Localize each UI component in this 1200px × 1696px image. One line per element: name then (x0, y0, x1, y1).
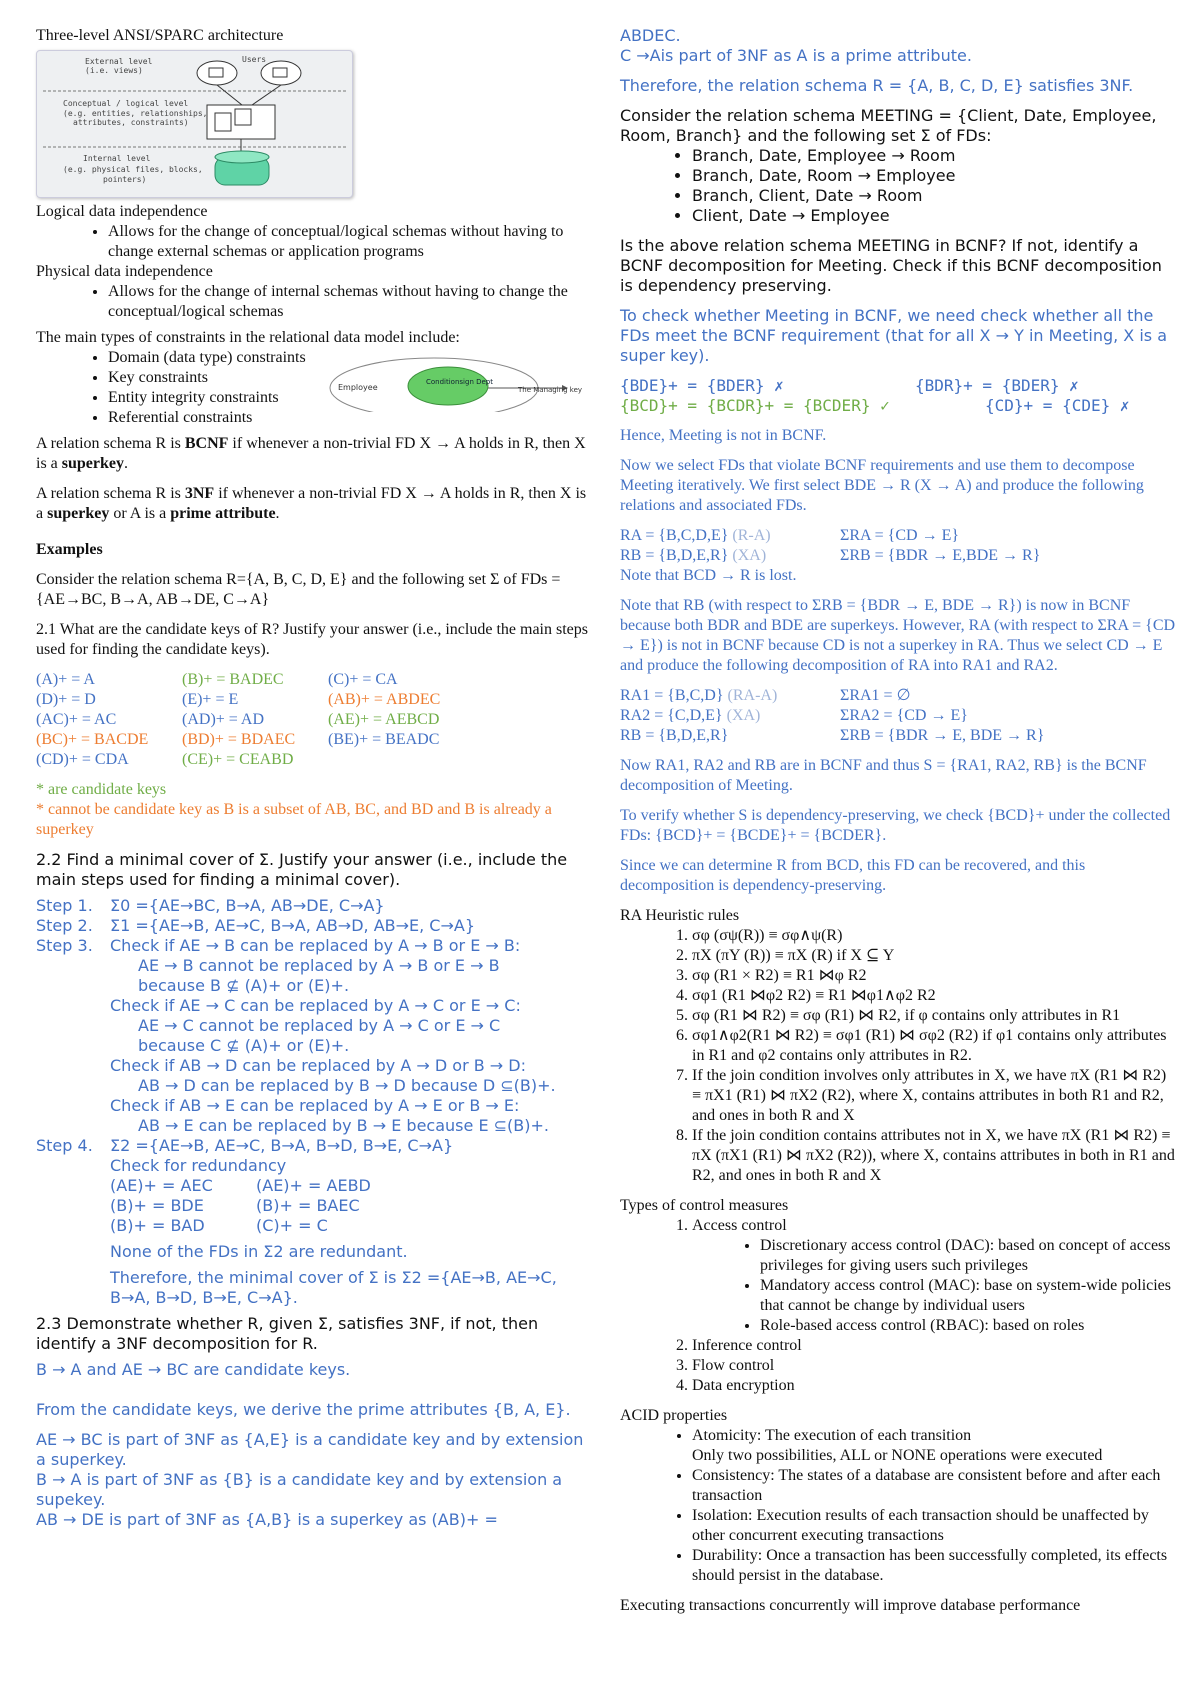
relation-text: RA = {B,C,D,E} (620, 527, 729, 544)
list-item: 1. σφ (σψ(R)) ≡ σφ∧ψ(R) (692, 926, 1176, 946)
list-item: • Isolation: Execution results of each transaction should be unaffected by other concurrent executing transactions (692, 1506, 1176, 1546)
executing-text: Executing transactions concurrently will improve database performance (620, 1597, 1081, 1614)
ra-heuristic-title: RA Heuristic rules (620, 907, 740, 924)
step-line: because C ⊈ (A)+ or (E)+. (138, 1036, 350, 1055)
closure-cell: (BC)+ = BACDE (36, 731, 149, 748)
hence-not-bcnf: Hence, Meeting is not in BCNF. (620, 427, 827, 444)
bold-text: 3NF (184, 485, 215, 502)
note-lost: Note that BCD → R is lost. (620, 567, 797, 584)
closure-cell: (AD)+ = AD (182, 711, 265, 728)
is-bcnf-question: Is the above relation schema MEETING in BCNF? If not, identify a BCNF decomposition for Meeting. Check if this BCNF decomposition is dependency preserving. (620, 236, 1162, 295)
question-2-3: 2.3 Demonstrate whether R, given Σ, satisfies 3NF, if not, then identify a 3NF decomposition for R. (36, 1314, 539, 1353)
relation-tag: (R-A) (732, 527, 771, 544)
list-item: • Referential constraints (108, 408, 588, 428)
step-line: AB → E can be replaced by B → E because E ⊆(B)+. (138, 1116, 549, 1135)
bold-text: superkey (61, 455, 125, 472)
list-item: • Branch, Client, Date → Room (692, 186, 1176, 206)
text: or A is a (109, 505, 171, 522)
closure-cell: (C)+ = CA (328, 671, 398, 688)
closure-cell (328, 750, 488, 770)
access-control-sublist (692, 1236, 1176, 1336)
bold-text: BCNF (184, 435, 229, 452)
redundancy-title: Check for redundancy (110, 1156, 287, 1175)
step3-details (36, 956, 588, 1136)
step-line: Check if AB → D can be replaced by A → D or B → D: (110, 1056, 527, 1075)
bcnf-closures (620, 376, 1176, 416)
closure-cell: (AE)+ = AEC (110, 1176, 213, 1195)
fd-set: ΣRA1 = ∅ (840, 687, 911, 704)
dg-internal-level: Internal level (83, 154, 151, 163)
list-item-text: Access control (692, 1217, 787, 1234)
step-text: Check if AE → B can be replaced by A → B or E → B: (110, 936, 521, 955)
closure-cell: (B)+ = BADEC (182, 671, 284, 688)
list-item: 8. If the join condition contains attributes not in X, we have πX (R1 ⋈ R2) ≡ πX (πX1 (R1) ⋈ πX2 (R2)), where X, contains attributes in both in R1 and R2, and ones in both R and X (692, 1126, 1176, 1186)
dg-internal-sub2: pointers) (103, 175, 147, 184)
examples-heading: Examples (36, 541, 103, 558)
constraints-intro: The main types of constraints in the relational data model include: (36, 329, 460, 346)
list-item: 7. If the join condition involves only attributes in X, we have πX (R1 ⋈ R2) ≡ πX1 (R1) ⋈ πX2 (R2), where X, contains attributes in both R1 and R2, and ones in both R and X (692, 1066, 1176, 1126)
decomp-row (620, 526, 1176, 546)
right-column (620, 26, 1176, 1616)
list-item: • Branch, Date, Employee → Room (692, 146, 1176, 166)
text: if whenever a non-trivial FD X → A holds in R, then X is a (36, 485, 587, 522)
now-select-text: Now we select FDs that violate BCNF requirements and use them to decompose Meeting iteratively. We first select BDE → R (X → A) and produce the following relations and associated FDs. (620, 457, 1144, 514)
closure-cell: (B)+ = BAD (110, 1216, 205, 1235)
none-redundant: None of the FDs in Σ2 are redundant. (110, 1242, 408, 1261)
b-a-line: B → A is part of 3NF as {B} is a candidate key and by extension a supekey. (36, 1470, 563, 1509)
er-diagram (326, 348, 596, 412)
step-line: because B ⊈ (A)+ or (E)+. (138, 976, 350, 995)
consider-text: Consider the relation schema R={A, B, C, D, E} and the following set Σ of FDs = {AE→BC, B→A, AB→DE, C→A} (36, 571, 561, 608)
note-not-candidate: * cannot be candidate key as B is a subset of AB, BC, and BD and B is already a superkey (36, 801, 552, 838)
candidate-keys-line: B → A and AE → BC are candidate keys. (36, 1360, 351, 1379)
text: . (124, 455, 129, 472)
text: A relation schema R is (36, 485, 185, 502)
text: A relation schema R is (36, 435, 185, 452)
bold-text: prime attribute (170, 505, 276, 522)
list-item: 6. σφ1∧φ2(R1 ⋈ R2) ≡ σφ1 (R1) ⋈ σφ2 (R2) if φ1 contains only attributes in R1 and φ2 contains only attributes in R2. (692, 1026, 1176, 1066)
meeting-intro: Consider the relation schema MEETING = {Client, Date, Employee, Room, Branch} and the following set Σ of FDs: (620, 106, 1157, 145)
step-label: Step 2. (36, 916, 93, 935)
list-item: • Consistency: The states of a database are consistent before and after each transaction (692, 1466, 1176, 1506)
since-text: Since we can determine R from BCD, this FD can be recovered, and this decomposition is dependency-preserving. (620, 857, 1086, 894)
list-item: • Mandatory access control (MAC): base on system-wide policies that cannot be change by individual users (760, 1276, 1176, 1316)
relation-tag: (XA) (732, 547, 767, 564)
text: if whenever a non-trivial FD X → A holds in R, then X is a (36, 435, 586, 472)
closure-cell: (CE)+ = CEABD (182, 751, 294, 768)
dg-conceptual-sub1: (e.g. entities, relationships, (63, 109, 208, 118)
closure-cell: (A)+ = A (36, 671, 95, 688)
step-line: Check if AB → E can be replaced by A → E or B → E: (110, 1096, 520, 1115)
list-item: • Discretionary access control (DAC): based on concept of access privileges for giving users such privileges (760, 1236, 1176, 1276)
list-item: • Durability: Once a transaction has been successfully completed, its effects should persist in the database. (692, 1546, 1176, 1586)
decomposition-1 (620, 526, 1176, 586)
closure-cell: {BDE}+ = {BDER} ✗ (620, 376, 784, 395)
step-text: Σ2 ={AE→B, AE→C, B→A, B→D, B→E, C→A} (110, 1136, 454, 1155)
list-item: • Entity integrity constraints (108, 388, 588, 408)
dg-conceptual-level: Conceptual / logical level (63, 99, 189, 108)
erd-left-label: Employee (338, 383, 378, 392)
physical-independence-list (36, 282, 588, 322)
relation-text: RB = {B,D,E,R} (620, 547, 729, 564)
step-text: Σ0 ={AE→BC, B→A, AB→DE, C→A} (110, 896, 385, 915)
verify-text: To verify whether S is dependency-preserving, we check {BCD}+ under the collected FDs: {BCD}+ = {BCDE}+ = {BCDER}. (620, 807, 1171, 844)
relation-tag: (RA-A) (727, 687, 778, 704)
now-bcnf-text: Now RA1, RA2 and RB are in BCNF and thus S = {RA1, RA2, RB} is the BCNF decomposition of Meeting. (620, 757, 1147, 794)
step-line: AE → C cannot be replaced by A → C or E → C (138, 1016, 501, 1035)
list-item: 4. Data encryption (692, 1376, 1176, 1396)
step-text: Σ1 ={AE→B, AE→C, B→A, AB→D, AB→E, C→A} (110, 916, 476, 935)
closure-cell: (AC)+ = AC (36, 711, 117, 728)
fd-set: ΣRB = {BDR → E, BDE → R} (840, 727, 1045, 744)
step-row (36, 916, 588, 936)
list-item: • Allows for the change of internal schemas without having to change the conceptual/logical schemas (108, 282, 588, 322)
note-rb-text: Note that RB (with respect to ΣRB = {BDR → E, BDE → R}) is now in BCNF because both BDR and BDE are superkeys. However, RA (with respect to ΣRA = {CD → E}) is not in BCNF because CD is not a superkey in RA. Thus we select CD → E and produce the following decomposition of RA into RA1 and RA2. (620, 597, 1176, 674)
step-label: Step 3. (36, 936, 93, 955)
ra-rules-list (620, 926, 1176, 1186)
closure-cell: (BD)+ = BDAEC (182, 731, 296, 748)
closure-cell: (E)+ = E (182, 691, 239, 708)
3nf-definition (36, 484, 588, 524)
abdec-line: ABDEC. (620, 26, 681, 45)
closure-cell: (B)+ = BDE (110, 1196, 204, 1215)
step-line: AB → D can be replaced by B → D because D ⊆(B)+. (138, 1076, 556, 1095)
dg-external-level: External level (85, 57, 153, 66)
list-item: • Key constraints (108, 368, 588, 388)
closure-cell: {BDR}+ = {BDER} ✗ (915, 376, 1079, 395)
decomp-row (620, 686, 1176, 706)
list-item: 3. σφ (R1 × R2) ≡ R1 ⋈φ R2 (692, 966, 1176, 986)
prime-attributes-line: From the candidate keys, we derive the prime attributes {B, A, E}. (36, 1400, 571, 1419)
step-line: Check if AE → C can be replaced by A → C or E → C: (110, 996, 521, 1015)
text: . (275, 505, 280, 522)
list-item (692, 1426, 1176, 1466)
dg-users: Users (242, 55, 267, 64)
meeting-fd-list (620, 146, 1176, 226)
step-label: Step 4. (36, 1136, 93, 1155)
closure-cell: {CD}+ = {CDE} ✗ (985, 396, 1130, 415)
decomposition-2 (620, 686, 1176, 746)
dg-external-sub: (i.e. views) (85, 66, 143, 75)
acid-title: ACID properties (620, 1407, 728, 1424)
list-item: 3. Flow control (692, 1356, 1176, 1376)
question-2-2: 2.2 Find a minimal cover of Σ. Justify your answer (i.e., include the main steps used for finding a minimal cover). (36, 850, 568, 889)
closure-cell: (AE)+ = AEBD (256, 1176, 371, 1195)
closure-cell: (BE)+ = BEADC (328, 731, 440, 748)
step-label: Step 1. (36, 896, 93, 915)
logical-independence-list (36, 222, 588, 262)
erd-right-label: The Managing key (518, 386, 583, 394)
list-item: 2. πX (πY (R)) ≡ πX (R) if X ⊆ Y (692, 946, 1176, 966)
list-item: 4. σφ1 (R1 ⋈φ2 R2) ≡ R1 ⋈φ1∧φ2 R2 (692, 986, 1176, 1006)
ansi-sparc-diagram (36, 50, 353, 198)
arch-title: Three-level ANSI/SPARC architecture (36, 27, 284, 44)
logical-independence: Logical data independence (36, 203, 208, 220)
relation (620, 686, 840, 706)
relation-text: RB = {B,D,E,R} (620, 727, 729, 744)
closure-cell: (D)+ = D (36, 691, 96, 708)
relation-text: RA1 = {B,C,D} (620, 687, 724, 704)
closure-cell: (AB)+ = ABDEC (328, 691, 441, 708)
decomp-row (620, 546, 1176, 566)
control-measures-list (620, 1216, 1176, 1396)
constraints-block (36, 348, 588, 428)
bcnf-definition (36, 434, 588, 474)
step-line: AE → B cannot be replaced by A → B or E → B (138, 956, 500, 975)
ab-de-line: AB → DE is part of 3NF as {A,B} is a superkey as (AB)+ = (36, 1510, 498, 1529)
redundancy-closures (36, 1176, 588, 1236)
list-item: • Branch, Date, Room → Employee (692, 166, 1176, 186)
list-item-text: Atomicity: The execution of each transition (692, 1427, 972, 1444)
acid-list (620, 1426, 1176, 1586)
list-item: • Role-based access control (RBAC): based on roles (760, 1316, 1176, 1336)
therefore-minimal-cover: Therefore, the minimal cover of Σ is Σ2 ={AE→B, AE→C, B→A, B→D, B→E, C→A}. (110, 1268, 557, 1307)
fd-set: ΣRA = {CD → E} (840, 527, 960, 544)
list-item: • Allows for the change of conceptual/logical schemas without having to change external schemas or application programs (108, 222, 588, 262)
relation (620, 726, 840, 746)
closure-cell: (B)+ = BAEC (256, 1196, 360, 1215)
step-row (36, 1136, 588, 1156)
bold-text: superkey (47, 505, 110, 522)
fd-set: ΣRA2 = {CD → E} (840, 707, 968, 724)
ae-bc-line: AE → BC is part of 3NF as {A,E} is a candidate key and by extension a superkey. (36, 1430, 584, 1469)
left-column (36, 26, 588, 1530)
relation (620, 546, 840, 566)
list-item-text: Only two possibilities, ALL or NONE operations were executed (692, 1447, 1103, 1464)
relation (620, 526, 840, 546)
relation (620, 706, 840, 726)
list-item: • Domain (data type) constraints (108, 348, 588, 368)
note-candidate-keys: * are candidate keys (36, 781, 167, 798)
therefore-3nf: Therefore, the relation schema R = {A, B, C, D, E} satisfies 3NF. (620, 76, 1134, 95)
step-row (36, 936, 588, 956)
list-item: 2. Inference control (692, 1336, 1176, 1356)
list-item: 5. σφ (R1 ⋈ R2) ≡ σφ (R1) ⋈ R2, if φ contains only attributes in R1 (692, 1006, 1176, 1026)
dg-internal-sub1: (e.g. physical files, blocks, (63, 165, 203, 174)
closure-cell: (AE)+ = AEBCD (328, 711, 440, 728)
question-2-1: 2.1 What are the candidate keys of R? Justify your answer (i.e., include the main steps used for finding the candidate keys). (36, 621, 588, 658)
closure-grid (36, 670, 588, 770)
closure-cell: {BCD}+ = {BCDR}+ = {BCDER} ✓ (620, 396, 890, 415)
list-item (692, 1216, 1176, 1336)
c-a-line: C →Ais part of 3NF as A is a prime attribute. (620, 46, 972, 65)
control-measures-title: Types of control measures (620, 1197, 789, 1214)
fd-set: ΣRB = {BDR → E,BDE → R} (840, 547, 1041, 564)
relation-text: RA2 = {C,D,E} (620, 707, 723, 724)
closure-cell: (C)+ = C (256, 1216, 328, 1235)
list-item: • Client, Date → Employee (692, 206, 1176, 226)
physical-independence: Physical data independence (36, 263, 213, 280)
dg-conceptual-sub2: attributes, constraints) (73, 118, 189, 127)
erd-center-label: Conditionsign Dept (426, 378, 493, 386)
decomp-row (620, 726, 1176, 746)
closure-cell: (CD)+ = CDA (36, 751, 129, 768)
step-row (36, 896, 588, 916)
relation-tag: (XA) (726, 707, 761, 724)
to-check-text: To check whether Meeting in BCNF, we need check whether all the FDs meet the BCNF requirement (that for all X → Y in Meeting, X is a super key). (620, 306, 1168, 365)
minimal-cover-steps (36, 896, 588, 1308)
decomp-row (620, 706, 1176, 726)
